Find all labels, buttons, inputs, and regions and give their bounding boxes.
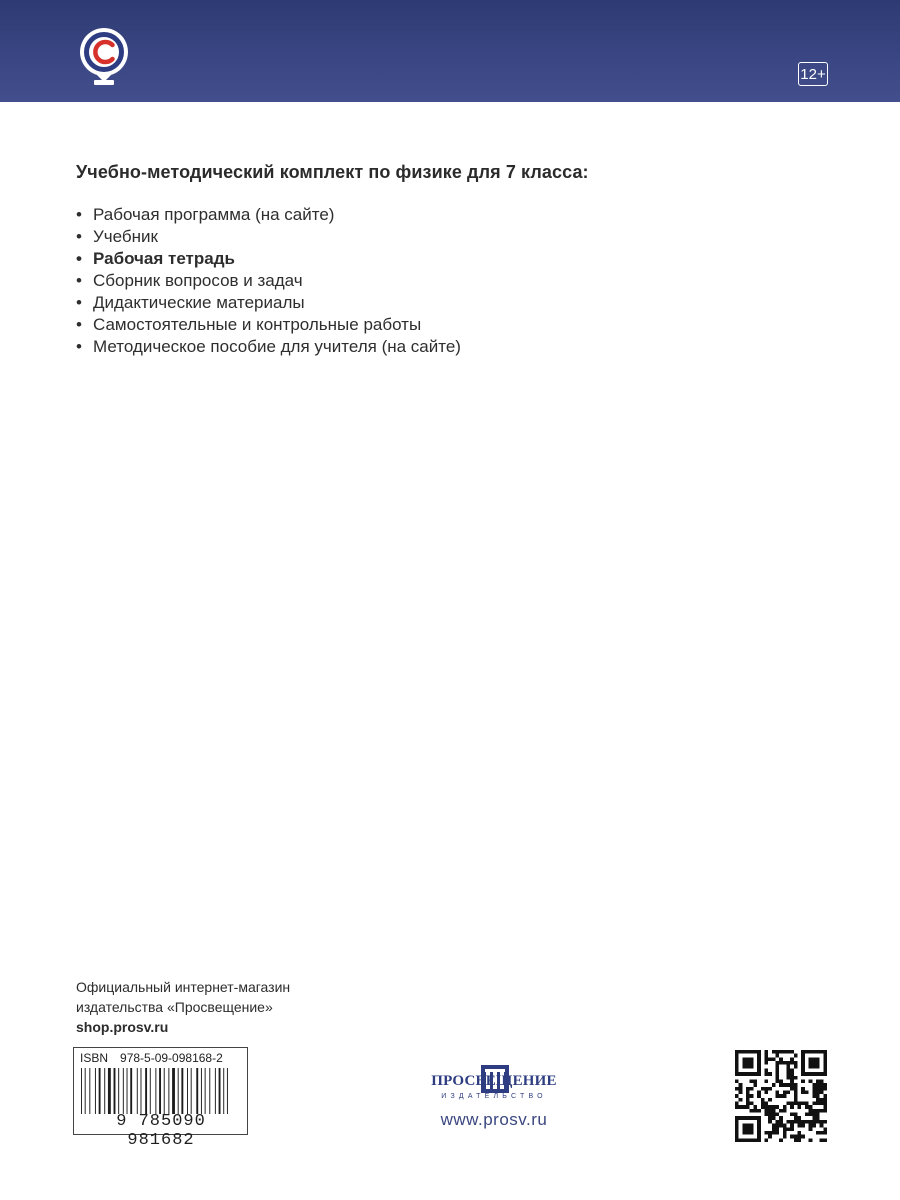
kit-item-label: Учебник [93,227,158,246]
bullet: • [76,315,82,334]
isbn-barcode [73,1047,248,1150]
header-band [0,0,900,102]
barcode-bars-icon [80,1068,242,1114]
bullet: • [76,293,82,312]
qr-code-icon [735,1050,827,1142]
bullet: • [76,271,82,290]
publisher-name: ПРОСВЕЩЕНИЕ [431,1073,557,1089]
shop-info [76,977,290,1037]
kit-item-workbook [76,248,461,270]
publisher-subtitle: ИЗДАТЕЛЬСТВО [441,1093,547,1100]
bullet: • [76,227,82,246]
shop-line-2: издательства «Просвещение» [76,999,273,1015]
shop-line-1: Официальный интернет-магазин [76,979,291,995]
bullet: • [76,337,82,356]
kit-item-program [76,204,461,226]
bullet: • [76,249,82,268]
kit-item-label: Рабочая тетрадь [93,249,235,268]
kit-item-tests [76,314,461,336]
kit-item-problem-book [76,270,461,292]
kit-heading: Учебно-методический комплект по физике для 7 класса: [76,162,589,182]
kit-item-label: Самостоятельные и контрольные работы [93,315,422,334]
bullet: • [76,205,82,224]
kit-item-label: Методическое пособие для учителя (на сайте) [93,337,461,356]
shop-url-link[interactable]: shop.prosv.ru [76,1019,169,1035]
isbn-number: 978-5-09-098168-2 [120,1051,223,1065]
isbn-label: ISBN [80,1051,109,1065]
publisher-url-link[interactable]: www.prosv.ru [440,1110,548,1129]
kit-item-label: Рабочая программа (на сайте) [93,205,335,224]
kit-item-label: Дидактические материалы [93,293,305,312]
isbn-line [80,1051,223,1065]
series-logo-icon [74,22,134,88]
kit-item-textbook [76,226,461,248]
kit-item-label: Сборник вопросов и задач [93,271,303,290]
barcode-digits: 9 785090 981682 [116,1112,206,1150]
kit-item-didactic [76,292,461,314]
age-rating-badge: 12+ [798,62,828,86]
kit-list [76,204,461,358]
kit-item-teacher-guide [76,336,461,358]
